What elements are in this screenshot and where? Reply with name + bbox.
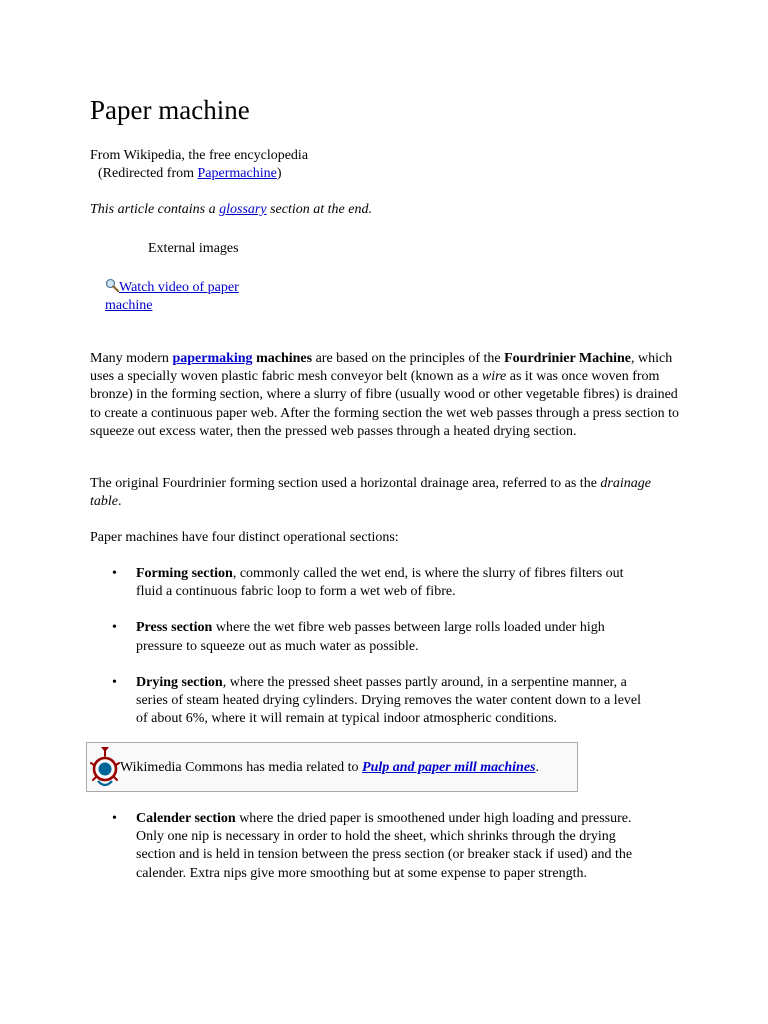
hatnote: This article contains a glossary section at the end. <box>90 202 372 217</box>
commons-text: Wikimedia Commons has media related to Pulp and paper mill machines. <box>120 760 540 775</box>
sections-list-continued <box>90 810 650 883</box>
source-line <box>90 147 680 165</box>
intro-paragraph: Many modern papermaking machines are based on the principles of the Fourdrinier Machine, which uses a specially woven plastic fabric mesh conveyor belt (known as a wire as it was once woven from bronze) in the forming section, where a slurry of fibre (usually wood or other vegetable fibres) is drained to create a continuous paper web. After the forming section the wet web passes through a press section to squeeze out excess water, then the pressed web passes through a heated drying section. <box>90 351 679 439</box>
redirect-line: (Redirected from Papermachine) <box>98 166 282 181</box>
list-item: • Forming section, commonly called the wet end, is where the slurry of fibres filters out fluid a continuous fabric loop to form a wet web of fibre. <box>112 566 624 600</box>
redirect-link[interactable]: Papermachine <box>197 166 277 181</box>
glossary-link[interactable]: glossary <box>219 202 267 217</box>
commons-link[interactable]: Pulp and paper mill machines <box>362 760 536 775</box>
list-item: • Calender section where the dried paper is smoothened under high loading and pressure. Only one nip is necessary in order to hold the sheet, which shrinks through the drying section and is held in tension between the press section (or breaker stack if used) and the calender. Extra nips give more smoothing but at some expense to paper strength. <box>112 811 633 881</box>
page-title: Paper machine <box>90 95 250 125</box>
commons-box <box>86 742 578 792</box>
drainage-paragraph: The original Fourdrinier forming section used a horizontal drainage area, referred to as the drainage table. <box>90 476 651 510</box>
papermaking-link[interactable]: papermaking <box>172 351 253 366</box>
sections-intro: Paper machines have four distinct operational sections: <box>90 530 399 545</box>
from-wikipedia: From Wikipedia, the free encyclopedia <box>90 148 309 163</box>
external-image-link[interactable] <box>105 278 305 315</box>
wikimedia-commons-icon <box>90 747 120 789</box>
watch-video-link-line2[interactable]: machine <box>105 298 153 314</box>
sections-list <box>90 565 650 728</box>
external-images-heading: External images <box>148 241 239 256</box>
list-item: • Drying section, where the pressed sheet passes partly around, in a serpentine manner, a series of steam heated drying cylinders. Drying removes the water content down to a level of about 6%, where it will remain at typical indoor atmospheric conditions. <box>112 674 642 727</box>
magnifier-icon <box>105 278 119 292</box>
watch-video-link-line1[interactable]: Watch video of paper <box>119 280 239 295</box>
list-item: • Press section where the wet fibre web passes between large rolls loaded under high pressure to squeeze out as much water as possible. <box>112 620 605 654</box>
